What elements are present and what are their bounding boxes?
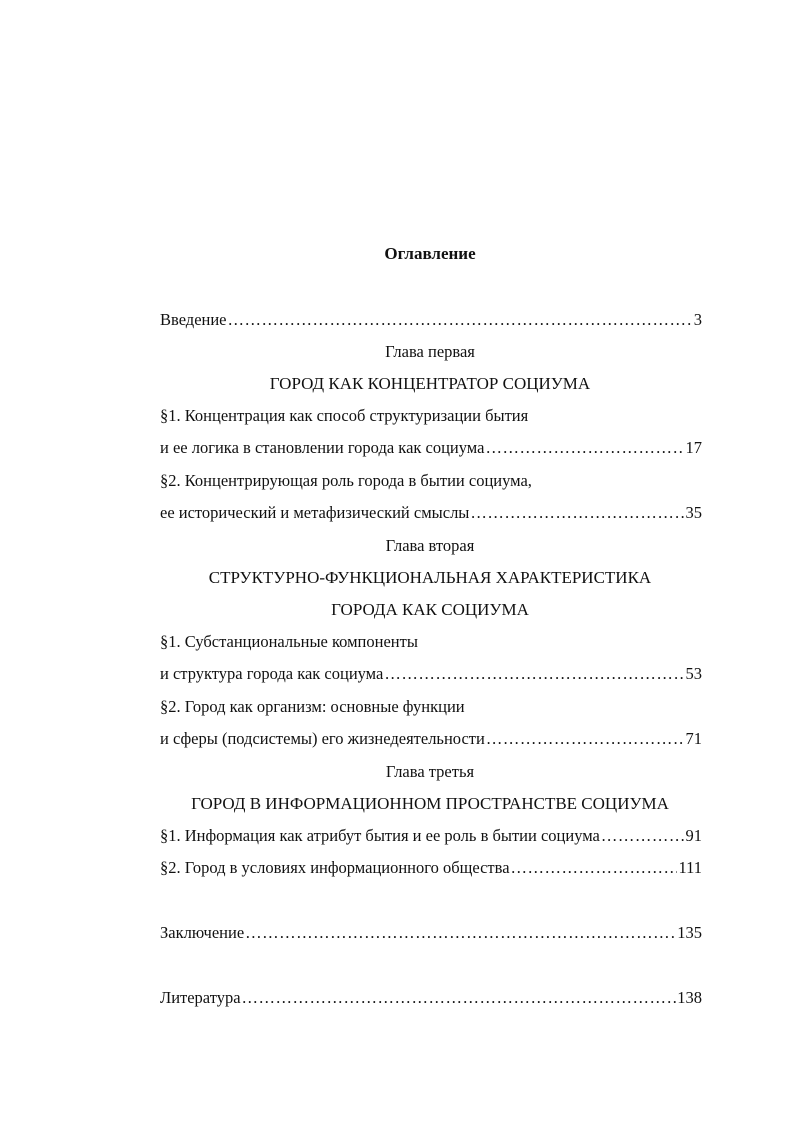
toc-page-number: 71 xyxy=(685,729,702,748)
toc-entry-label: Заключение xyxy=(160,923,245,942)
toc-entry-label: Литература xyxy=(160,988,241,1007)
toc-entry-label: ее исторический и метафизический смыслы xyxy=(160,503,470,522)
chapter-label: Глава первая xyxy=(385,342,475,361)
toc-entry-label: Введение xyxy=(160,310,227,329)
dot-leader xyxy=(470,502,684,524)
section-title-line: §1. Концентрация как способ структуризации бытия xyxy=(160,406,529,425)
toc-page-number: 17 xyxy=(685,438,702,457)
toc-entry-label: и структура города как социума xyxy=(160,664,384,683)
toc-title: Оглавление xyxy=(384,244,476,263)
toc-entry xyxy=(160,437,702,459)
toc-page-number: 53 xyxy=(685,664,702,683)
section-title-line: §1. Субстанциональные компоненты xyxy=(160,632,418,651)
toc-entry-conclusion xyxy=(160,922,702,944)
toc-page-number: 35 xyxy=(685,503,702,522)
toc-entry-label: §1. Информация как атрибут бытия и ее роль в бытии социума xyxy=(160,826,600,845)
dot-leader xyxy=(601,825,685,847)
toc-page-number: 91 xyxy=(685,826,702,845)
toc-entry-literature xyxy=(160,987,702,1009)
toc-entry xyxy=(160,663,702,685)
chapter-heading: СТРУКТУРНО-ФУНКЦИОНАЛЬНАЯ ХАРАКТЕРИСТИКА xyxy=(208,568,652,587)
toc-entry-intro xyxy=(160,309,702,331)
dot-leader xyxy=(245,922,676,944)
toc-entry-label: и сферы (подсистемы) его жизнедеятельности xyxy=(160,729,485,748)
dot-leader xyxy=(485,437,684,459)
chapter-label: Глава третья xyxy=(385,762,475,781)
toc-page-number: 111 xyxy=(678,858,702,877)
dot-leader xyxy=(486,728,685,750)
chapter-heading: ГОРОДА КАК СОЦИУМА xyxy=(331,600,529,619)
dot-leader xyxy=(511,857,678,879)
chapter-label: Глава вторая xyxy=(385,536,475,555)
toc-page-number: 3 xyxy=(693,310,702,329)
chapter-heading: ГОРОД КАК КОНЦЕНТРАТОР СОЦИУМА xyxy=(269,374,591,393)
section-title-line: §2. Концентрирующая роль города в бытии социума, xyxy=(160,471,532,490)
toc-entry-label: и ее логика в становлении города как социума xyxy=(160,438,485,457)
dot-leader xyxy=(228,309,693,331)
section-title-line: §2. Город как организм: основные функции xyxy=(160,697,465,716)
dot-leader xyxy=(384,663,684,685)
toc-entry xyxy=(160,857,702,879)
toc-page-number: 135 xyxy=(677,923,702,942)
toc-entry xyxy=(160,825,702,847)
toc-page-number: 138 xyxy=(677,988,702,1007)
toc-entry-label: §2. Город в условиях информационного общества xyxy=(160,858,510,877)
dot-leader xyxy=(242,987,677,1009)
chapter-heading: ГОРОД В ИНФОРМАЦИОННОМ ПРОСТРАНСТВЕ СОЦИУМА xyxy=(191,794,669,813)
toc-entry xyxy=(160,728,702,750)
toc-entry xyxy=(160,502,702,524)
